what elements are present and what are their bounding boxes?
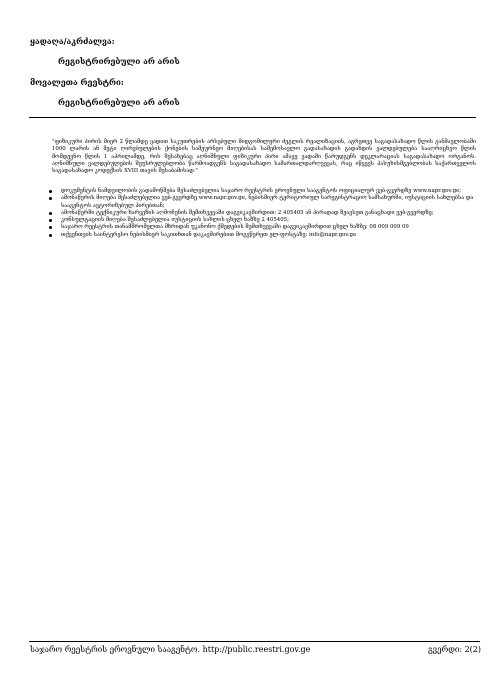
field-label-arrest: ყადაღა/აკრძალვა: bbox=[30, 36, 115, 46]
footer-divider bbox=[29, 641, 480, 642]
list-item-text: საჯარო რეესტრის თანამშრომელთა მხრიდან უკანონო ქმედების შემთხვევაში დაგვიკავშირდით ცხელ ხაზზე: 08 009 009 09 bbox=[61, 224, 409, 231]
bullet-icon bbox=[49, 234, 52, 237]
field-label-debtors-registry: მოვალეთა რეესტრი: bbox=[30, 77, 124, 87]
footer-source: საჯარო რეესტრის ეროვნული სააგენტო. http://public.reestri.gov.ge bbox=[30, 645, 311, 654]
bullet-icon bbox=[49, 190, 52, 193]
list-item bbox=[49, 195, 479, 210]
tax-notice-quote: "ფიზიკური პირის მიერ 2 წლამდე ვადით საკუთრების არსებული მიდგომილური ძეგლის რეალიზაციის, აგრეთვე საგადასახადო წლის განმავლობაში 1000 ლარის ან მეტი ღირებულების ქონების სამეურნეო მიღებისას საშემოსავლო გადასახადის გადახდის ვალდებულება სააღრიცხვო წლის მომდევნო წლის 1 აპრილამდე, რის შესახებაც აღნიშნული ფიზიკური პირი ამავე ვადაში წარუდგენს დეკლარაციას საგადასახადო ორგანოს. აღნიშნული ვალდებულების შეუსრულებლობა წარმოადგენს საგადასახადო სამართალდარღვევას, რაც იწვევს პასუხისმგებლობას საქართველოს საგადასახადო კოდექსის XVIII თავის შესაბამისად." bbox=[52, 139, 476, 175]
list-item bbox=[49, 224, 479, 231]
footer-page-number: გვერდი: 2(2) bbox=[427, 645, 481, 654]
list-item-text: თქვენთვის საინტერესო ნებისმიერ საკითხთან დაკავშირებით მოგვწერეთ ელ-ფოსტაზე: info@napr.gov.ge bbox=[61, 231, 357, 238]
list-item-text: ამონაწერის მიღება შესაძლებელია ვებ-გვერდზე www.napr.gov.ge, ნებისმიერ ტერიტორიულ სარეგისტრაციო სამსახურში, იუსტიციის სახლებსა და სააგენტოს ავტორიზებულ პირებთან; bbox=[61, 195, 474, 209]
list-item-text: დოკუმენტის ნამდვილობის გადამოწმება შესაძლებელია საჯარო რეესტრის ეროვნული სააგენტოს ოფიციალურ ვებ-გვერდზე www.napr.gov.ge; bbox=[61, 188, 462, 194]
list-item bbox=[49, 232, 479, 239]
bullet-icon bbox=[49, 226, 52, 229]
info-bullet-list bbox=[49, 188, 479, 239]
bullet-icon bbox=[49, 212, 52, 215]
section-divider bbox=[29, 117, 476, 118]
list-item-text: ამონაწერში ტექნიკური ხარვეზის აღმოჩენის შემთხვევაში დაგვიკავშირდით: 2 405405 ან პირადად შეავსეთ განაცხადი ვებ-გვერდზე; bbox=[61, 209, 434, 216]
bullet-icon bbox=[49, 219, 52, 222]
field-value-debtors-registry: რეგისტრირებული არ არის bbox=[58, 97, 180, 107]
field-value-arrest: რეგისტრირებული არ არის bbox=[58, 56, 180, 66]
list-item-text: კონსულტაციის მიღება შესაძლებელია იუსტიციის სახლის ცხელ ხაზზე 2 405405; bbox=[61, 217, 289, 224]
bullet-icon bbox=[49, 197, 52, 200]
